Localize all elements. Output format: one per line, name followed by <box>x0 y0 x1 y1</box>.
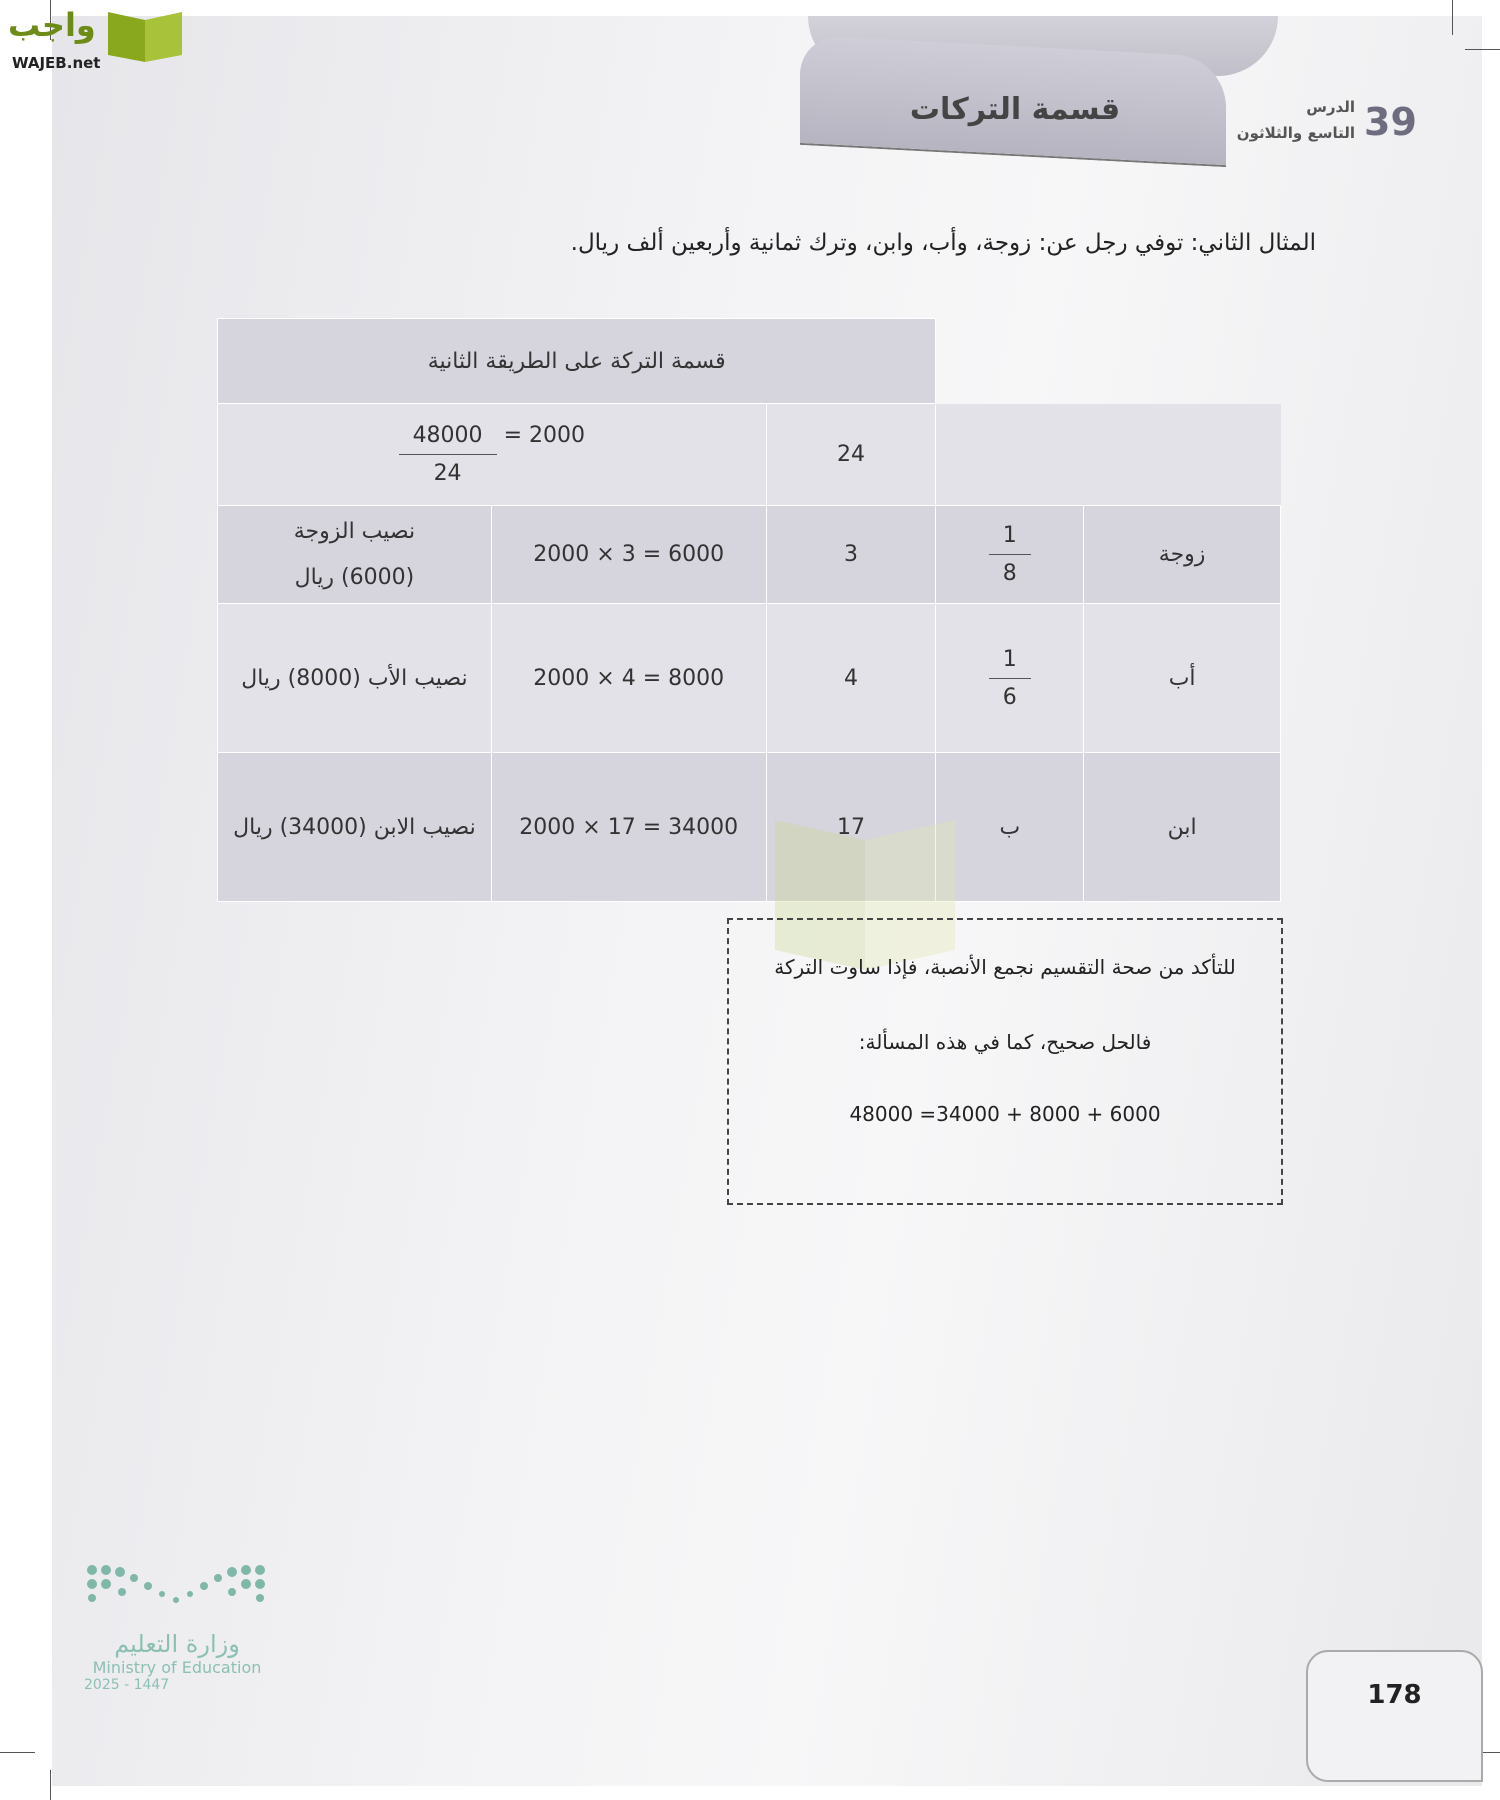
share-cell: $\frac{1}{8}$ <box>936 506 1084 604</box>
heir-cell: ابن <box>1084 753 1281 902</box>
calc-cell: 34000 = 17 × 2000 <box>491 753 766 902</box>
table-row <box>218 506 1281 604</box>
crop-mark <box>1452 0 1453 35</box>
crop-mark <box>50 1770 51 1800</box>
page-number: 178 <box>1367 1680 1422 1710</box>
svg-text:WAJEB.net: WAJEB.net <box>12 54 101 72</box>
parts-cell: 3 <box>766 506 936 604</box>
inheritance-table <box>217 318 1281 902</box>
note-line-2: فالحل صحيح، كما في هذه المسألة: <box>858 1030 1152 1054</box>
share-cell: $\frac{1}{6}$ <box>936 604 1084 753</box>
lesson-number: 39 <box>1364 100 1417 144</box>
result-cell: نصيب الابن (34000) ريال <box>218 753 492 902</box>
ministry-logo <box>82 1560 272 1693</box>
note-line-1: للتأكد من صحة التقسيم نجمع الأنصبة، فإذا ساوت التركة <box>774 955 1236 979</box>
wajeb-logo <box>0 0 190 76</box>
parts-cell: 4 <box>766 604 936 753</box>
lesson-label: الدرس <box>1306 98 1355 116</box>
heir-cell: زوجة <box>1084 506 1281 604</box>
svg-text:واجب: واجب <box>8 6 96 44</box>
lesson-title: قسمة التركات <box>909 92 1121 127</box>
ministry-name-ar: وزارة التعليم <box>114 1630 240 1658</box>
unit-cell <box>218 404 767 506</box>
ministry-name-en: Ministry of Education <box>92 1658 262 1677</box>
result-cell: نصيب الأب (8000) ريال <box>218 604 492 753</box>
share-cell: ب <box>936 753 1084 902</box>
result-cell: نصيب الزوجة (6000) ريال <box>218 506 492 604</box>
table-row <box>218 604 1281 753</box>
calc-cell: 8000 = 4 × 2000 <box>491 604 766 753</box>
crop-mark <box>1465 49 1500 50</box>
table-title: قسمة التركة على الطريقة الثانية <box>218 319 936 404</box>
note-equation: 48000 =34000 + 8000 + 6000 <box>849 1102 1161 1126</box>
table-row <box>218 753 1281 902</box>
calc-cell: 6000 = 3 × 2000 <box>491 506 766 604</box>
example-intro: المثال الثاني: توفي رجل عن: زوجة، وأب، وابن، وترك ثمانية وأربعين ألف ريال. <box>570 230 1316 256</box>
ministry-year: 2025 - 1447 <box>84 1677 170 1693</box>
lesson-ordinal: التاسع والثلاثون <box>1236 124 1355 142</box>
crop-mark <box>0 1752 35 1753</box>
base-cell: 24 <box>766 404 936 506</box>
page-number-box <box>1306 1650 1483 1782</box>
unit-fraction: $\frac{48000}{24}$ <box>399 417 497 492</box>
parts-cell: 17 <box>766 753 936 902</box>
heir-cell: أب <box>1084 604 1281 753</box>
unit-result: 2000 = <box>503 423 585 448</box>
